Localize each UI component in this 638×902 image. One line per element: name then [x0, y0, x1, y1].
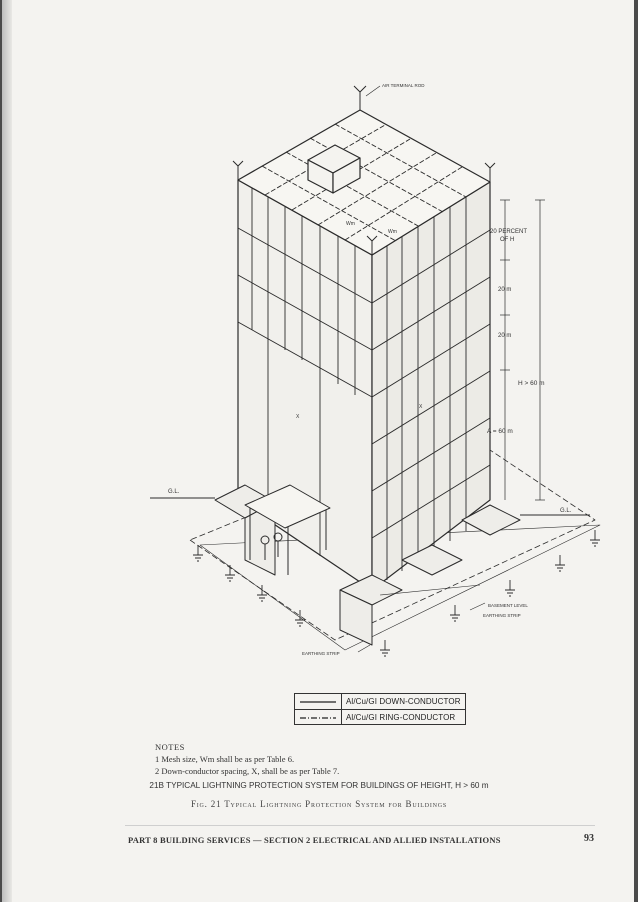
conductor-legend — [294, 693, 466, 725]
twenty-percent-label: 20 PERCENT — [490, 229, 528, 235]
footer-rule — [125, 825, 595, 826]
legend-row-ring-conductor — [295, 709, 465, 725]
basement-level-label: BASEMENT LEVEL — [488, 603, 528, 608]
earthing-strip-left-label: EARTHING STRIP — [302, 651, 340, 656]
air-terminal-rod-label: AIR TERMINAL ROD — [382, 83, 425, 88]
note-2: 2 Down-conductor spacing, X, shall be as per Table 7. — [155, 766, 340, 776]
x-label-1: X — [296, 414, 300, 420]
figure-subcaption: 21B TYPICAL LIGHTNING PROTECTION SYSTEM FOR BUILDINGS OF HEIGHT, H > 60 m — [149, 781, 489, 790]
wm-label-1: Wm — [346, 221, 355, 227]
down-conductor-label: Al/Cu/GI DOWN-CONDUCTOR — [346, 697, 461, 706]
running-footer: PART 8 BUILDING SERVICES — SECTION 2 ELECTRICAL AND ALLIED INSTALLATIONS — [128, 835, 501, 845]
page-number: 93 — [584, 833, 594, 844]
dimension-lines — [500, 200, 545, 500]
legend-row-down-conductor — [295, 694, 465, 709]
note-1: 1 Mesh size, Wm shall be as per Table 6. — [155, 754, 295, 764]
h-greater-60-label: H > 60 m — [518, 380, 545, 387]
ring-conductor-symbol — [295, 710, 342, 725]
ring-conductor-label: Al/Cu/GI RING-CONDUCTOR — [346, 713, 456, 722]
wm-label-2: Wm — [388, 229, 397, 235]
of-h-label: OF H — [500, 237, 515, 243]
down-conductor-symbol — [295, 694, 342, 709]
notes-block — [155, 741, 339, 777]
gl-right-label: G.L. — [560, 508, 572, 514]
figure-caption: Fig. 21 Typical Lightning Protection System for Buildings — [190, 799, 448, 809]
gl-left-label: G.L. — [168, 489, 180, 495]
twenty-m-label-1: 20 m — [498, 287, 512, 293]
earthing-strip-right-label: EARTHING STRIP — [483, 613, 521, 618]
notes-heading: NOTES — [155, 742, 185, 752]
twenty-m-label-2: 20 m — [498, 333, 512, 339]
a-equals-60-label: A = 60 m — [487, 428, 513, 435]
x-label-2: X — [419, 404, 423, 410]
